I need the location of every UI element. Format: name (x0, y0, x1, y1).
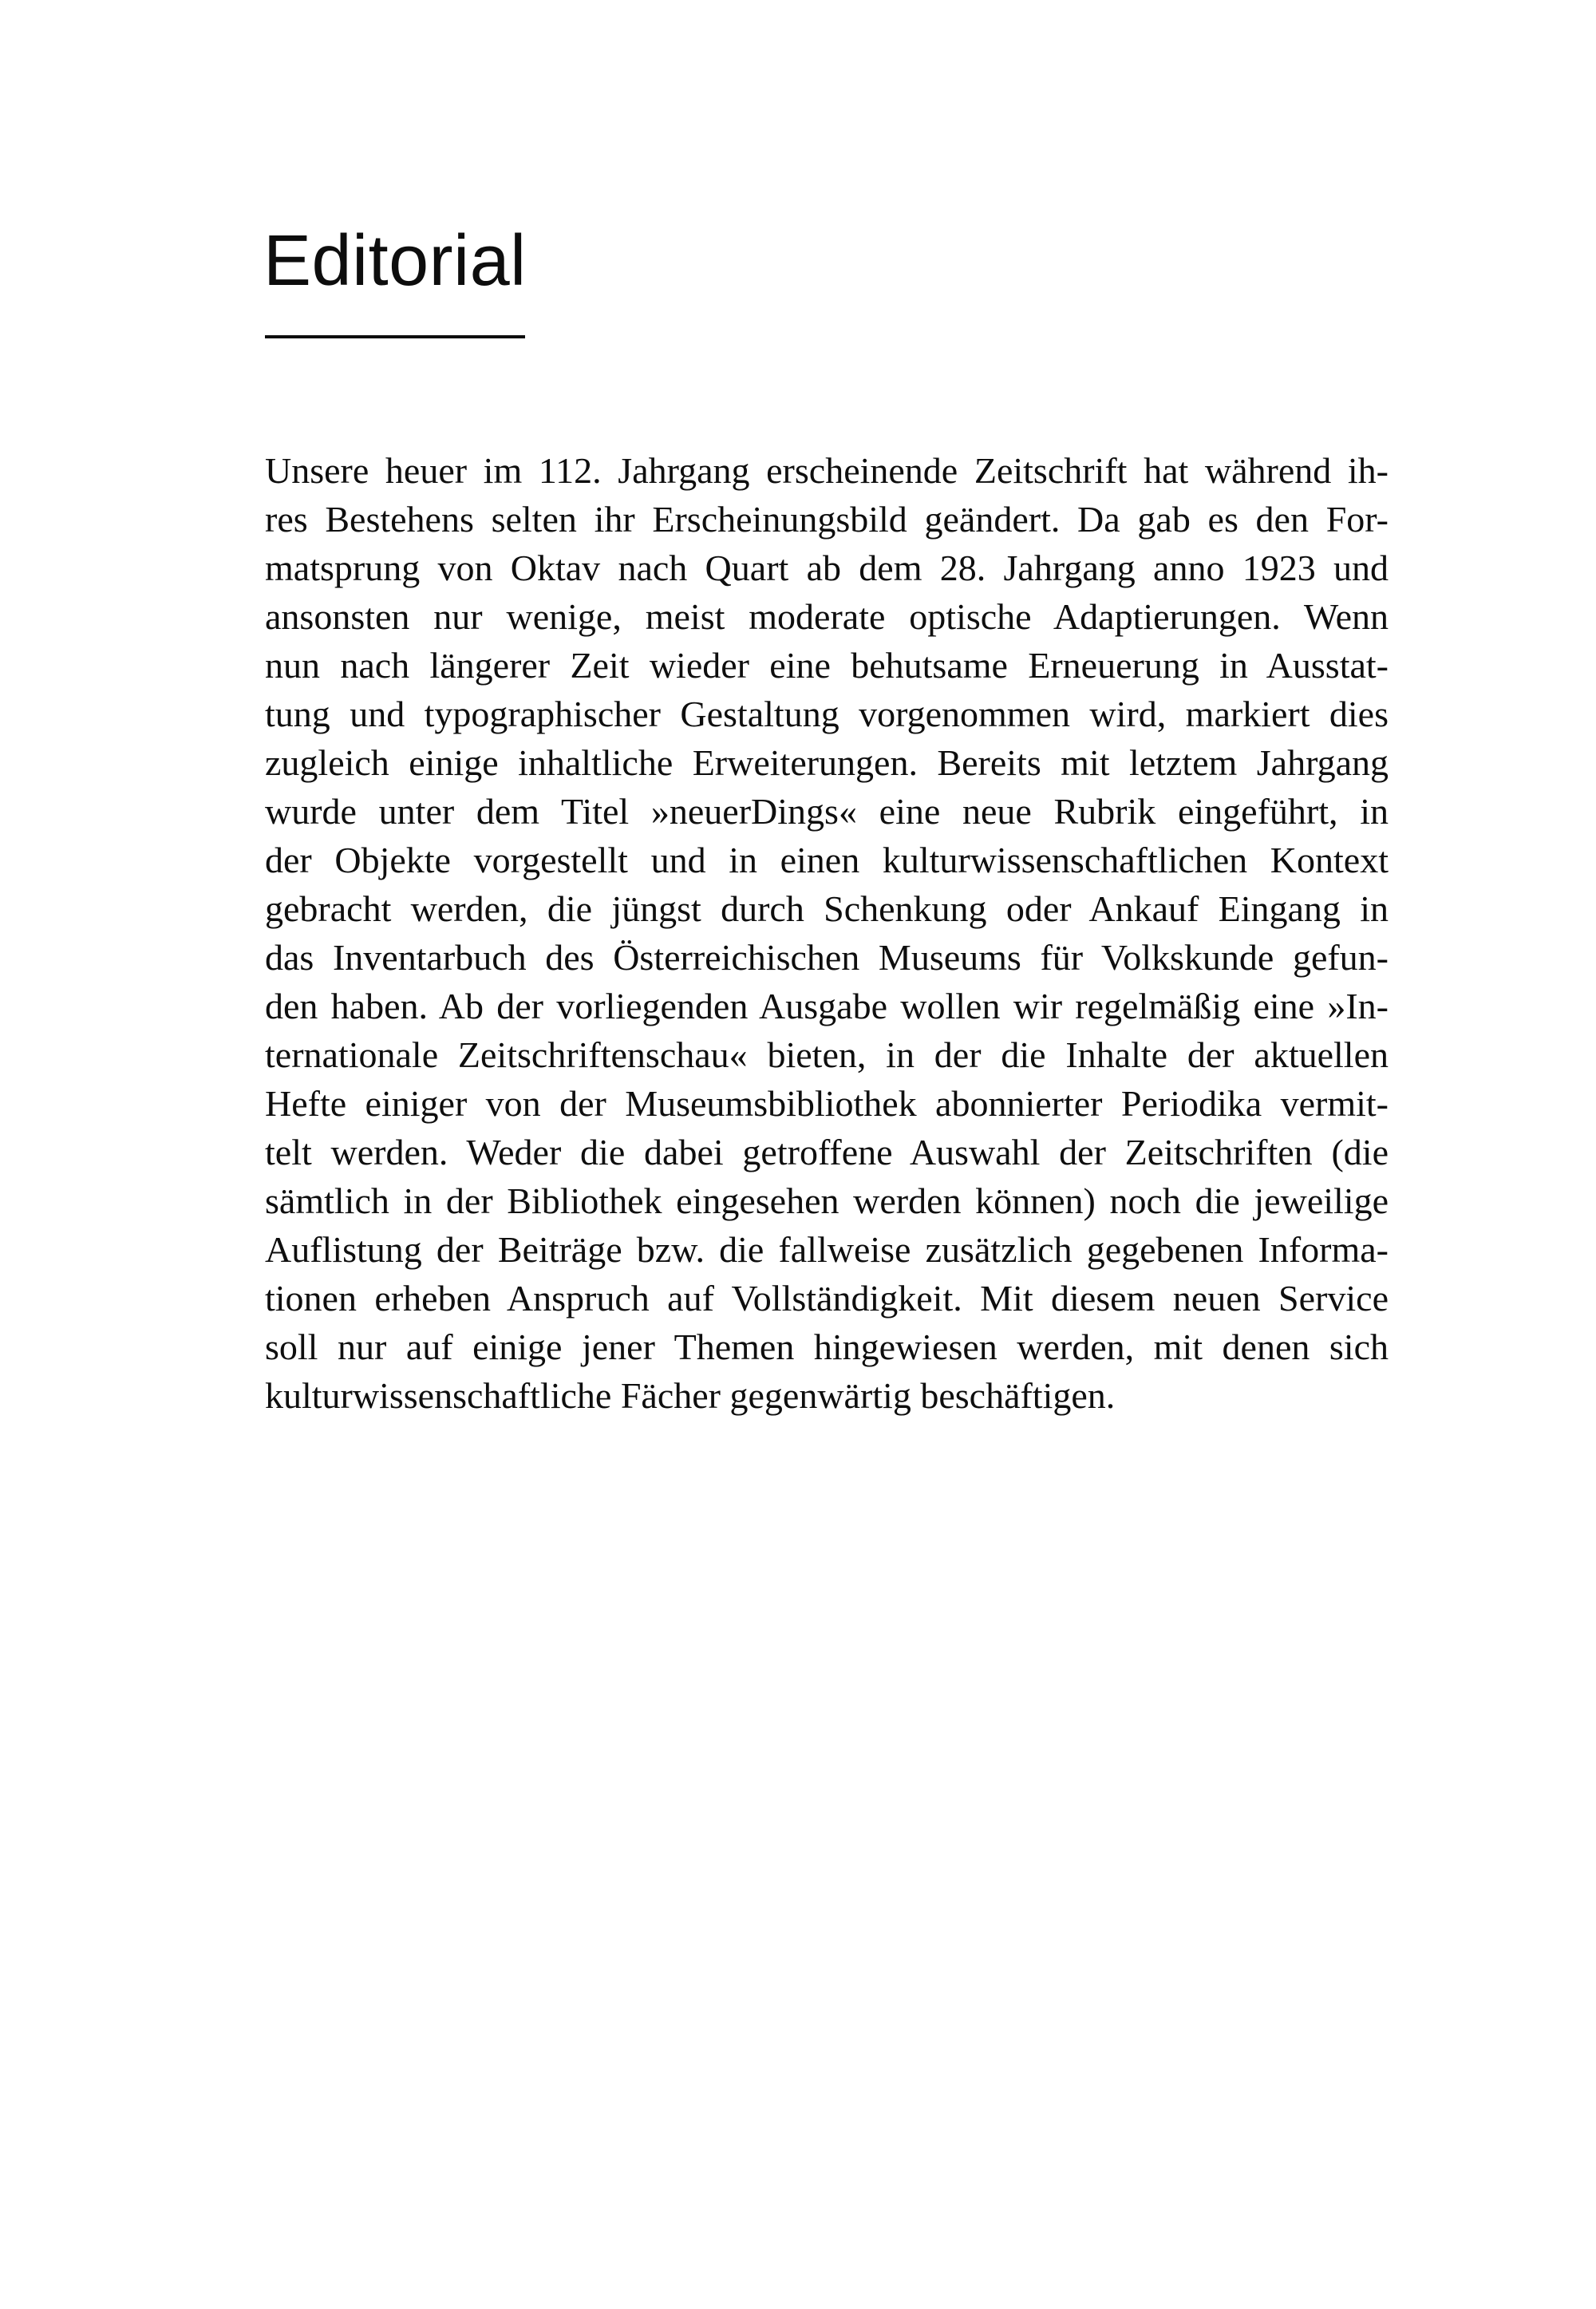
paragraph-line: zugleich einige inhaltliche Erweiterungen. Bereits mit letztem Jahrgang (265, 742, 1389, 783)
paragraph-line: wurde unter dem Titel »neuerDings« eine neue Rubrik eingeführt, in (265, 791, 1389, 832)
paragraph-line: nun nach längerer Zeit wieder eine behutsame Erneuerung in Ausstat- (265, 645, 1389, 686)
title-underline-rule (265, 335, 525, 338)
paragraph-line: den haben. Ab der vorliegenden Ausgabe wollen wir regelmäßig eine »In- (265, 986, 1389, 1026)
paragraph-line: soll nur auf einige jener Themen hingewiesen werden, mit denen sich (265, 1326, 1389, 1367)
paragraph-line: sämtlich in der Bibliothek eingesehen werden können) noch die jeweilige (265, 1180, 1389, 1221)
paragraph-line: Auflistung der Beiträge bzw. die fallweise zusätzlich gegebenen Informa- (265, 1229, 1389, 1270)
paragraph-line: res Bestehens selten ihr Erscheinungsbild geändert. Da gab es den For- (265, 499, 1389, 540)
paragraph-line: kulturwissenschaftliche Fächer gegenwärtig beschäftigen. (265, 1375, 1116, 1416)
page-title: Editorial (263, 221, 527, 301)
paragraph-line: matsprung von Oktav nach Quart ab dem 28. Jahrgang anno 1923 und (265, 548, 1389, 588)
paragraph-line: der Objekte vorgestellt und in einen kulturwissenschaftlichen Kontext (265, 840, 1389, 880)
paragraph-line: tionen erheben Anspruch auf Vollständigkeit. Mit diesem neuen Service (265, 1278, 1389, 1319)
paragraph-line: ternationale Zeitschriftenschau« bieten, in der die Inhalte der aktuellen (265, 1034, 1389, 1075)
editorial-paragraph (265, 446, 1389, 1420)
paragraph-line: das Inventarbuch des Österreichischen Museums für Volkskunde gefun- (265, 937, 1389, 978)
paragraph-line: gebracht werden, die jüngst durch Schenkung oder Ankauf Eingang in (265, 888, 1389, 929)
paragraph-line: telt werden. Weder die dabei getroffene Auswahl der Zeitschriften (die (265, 1132, 1389, 1172)
paragraph-line: Unsere heuer im 112. Jahrgang erscheinende Zeitschrift hat während ih- (265, 450, 1389, 491)
paragraph-line: Hefte einiger von der Museumsbibliothek abonnierter Periodika vermit- (265, 1083, 1389, 1124)
paragraph-line: ansonsten nur wenige, meist moderate optische Adaptierungen. Wenn (265, 596, 1389, 637)
paragraph-line: tung und typographischer Gestaltung vorgenommen wird, markiert dies (265, 694, 1389, 734)
